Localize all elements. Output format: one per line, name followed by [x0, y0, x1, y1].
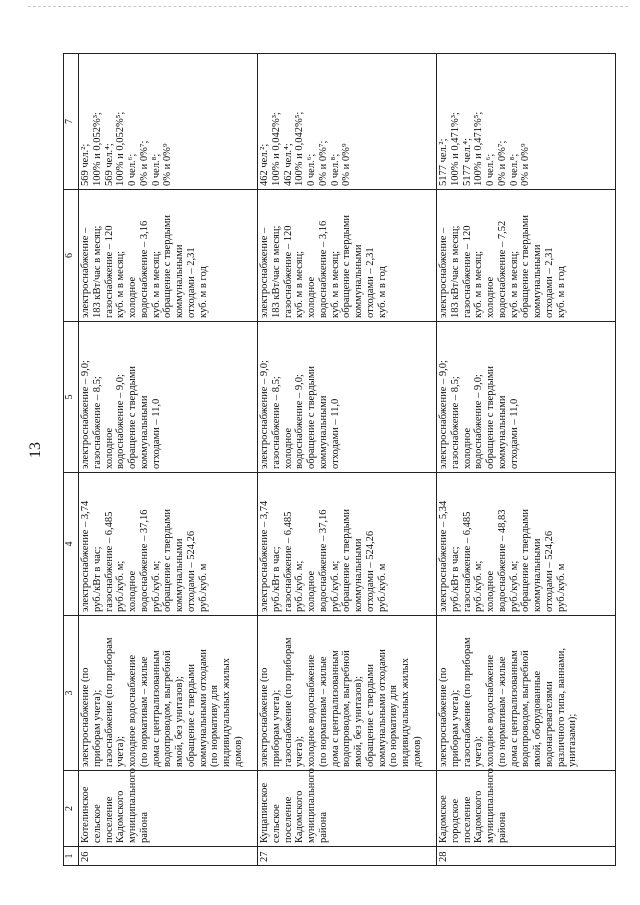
volumes-cell: электроснабжение – 183 кВт/час в месяц; газоснабжение – 120 куб. м в месяц; холодное водоснабжение – 3,16 куб. м в месяц; обращение с твердыми коммунальными отходами – 2,31 куб. м в год	[258, 190, 437, 322]
table-row	[258, 54, 437, 866]
municipal-utilities-table	[63, 53, 616, 866]
services-cell: электроснабжение (по приборам учета); газоснабжение (по приборам учета); холодное водоснабжение (по нормативам – жилые дома с централизованным водопроводом, выгребной ямой, без унитазов); обращение с твердыми коммунальными отходами (по нормативу для индивидуальных жилых домов)	[258, 616, 437, 771]
population-cell: 462 чел.²; 100% и 0,042%³; 462 чел.⁴; 100% и 0,042%⁵; 0 чел.⁶; 0% и 0%⁷; 0 чел.⁸; 0% и 0%⁹	[258, 54, 437, 190]
indexes-cell: электроснабжение – 9,0; газоснабжение – 8,5; холодное водоснабжение – 9,0; обращение с твердыми коммунальными отходами – 11,0	[258, 322, 437, 473]
volumes-cell: электроснабжение – 183 кВт/час в месяц; газоснабжение – 120 куб. м в месяц; холодное водоснабжение – 7,52 куб. м в месяц; обращение с твердыми коммунальными отходами – 2,31 куб. м в год	[437, 190, 616, 322]
municipality-name: Кущапинское сельское поселение Кадомского муниципального района	[258, 771, 437, 847]
column-number-row	[64, 54, 79, 866]
tariffs-cell: электроснабжение – 3,74 руб./кВт в час; газоснабжение – 6,485 руб./куб. м; холодное водоснабжение – 37,16 руб./куб. м; обращение с твердыми коммунальными отходами – 524,26 руб./куб. м	[79, 473, 258, 616]
volumes-cell: электроснабжение – 183 кВт/час в месяц; газоснабжение – 120 куб. м в месяц; холодное водоснабжение – 3,16 куб. м в месяц; обращение с твердыми коммунальными отходами – 2,31 куб. м в год	[79, 190, 258, 322]
services-cell: электроснабжение (по приборам учета); газоснабжение (по приборам учета); холодное водоснабжение (по нормативам – жилые дома с централизованным водопроводом, выгребной ямой, без унитазов); обращение с твердыми коммунальными отходами (по нормативу для индивидуальных жилых домов)	[79, 616, 258, 771]
municipality-name: Котелинское сельское поселение Кадомского муниципального района	[79, 771, 258, 847]
rotated-page	[63, 54, 640, 866]
row-number: 26	[79, 847, 258, 866]
population-cell: 569 чел.²; 100% и 0,052%³; 569 чел.⁴; 100% и 0,052%⁵; 0 чел.⁶; 0% и 0%⁷; 0 чел.⁸; 0% и 0%⁹	[79, 54, 258, 190]
tariffs-cell: электроснабжение – 5,34 руб./кВт в час; газоснабжение – 6,485 руб./куб. м; холодное водоснабжение – 48,83 руб./куб. м; обращение с твердыми коммунальными отходами – 524,26 руб./куб. м	[437, 473, 616, 616]
services-cell: электроснабжение (по приборам учета); газоснабжение (по приборам учета); холодное водоснабжение (по нормативам – жилые дома с централизованным водопроводом, выгребной ямой, оборудованные водонагревателями различного типа, ваннами, унитазами);	[437, 616, 616, 771]
table-row	[79, 54, 258, 866]
scan-edge-line	[28, 6, 628, 7]
tariffs-cell: электроснабжение – 3,74 руб./кВт в час; газоснабжение – 6,485 руб./куб. м; холодное водоснабжение – 37,16 руб./куб. м; обращение с твердыми коммунальными отходами – 524,26 руб./куб. м	[258, 473, 437, 616]
column-number-5: 5	[64, 322, 79, 473]
indexes-cell: электроснабжение – 9,0; газоснабжение – 8,5; холодное водоснабжение – 9,0; обращение с твердыми коммунальными отходами – 11,0	[437, 322, 616, 473]
column-number-2: 2	[64, 771, 79, 847]
page-number: 13	[27, 442, 44, 458]
table-row	[437, 54, 616, 866]
row-number: 28	[437, 847, 616, 866]
column-number-1: 1	[64, 847, 79, 866]
column-number-7: 7	[64, 54, 79, 190]
column-number-4: 4	[64, 473, 79, 616]
row-number: 27	[258, 847, 437, 866]
population-cell: 5177 чел.²; 100% и 0,471%³; 5177 чел.⁴; 100% и 0,471%⁵; 0 чел.⁶; 0% и 0%⁷; 0 чел.⁸; 0% и 0%⁹	[437, 54, 616, 190]
column-number-6: 6	[64, 190, 79, 322]
municipality-name: Кадомское городское поселение Кадомского муниципального района	[437, 771, 616, 847]
column-number-3: 3	[64, 616, 79, 771]
indexes-cell: электроснабжение – 9,0; газоснабжение – 8,5; холодное водоснабжение – 9,0; обращение с твердыми коммунальными отходами – 11,0	[79, 322, 258, 473]
